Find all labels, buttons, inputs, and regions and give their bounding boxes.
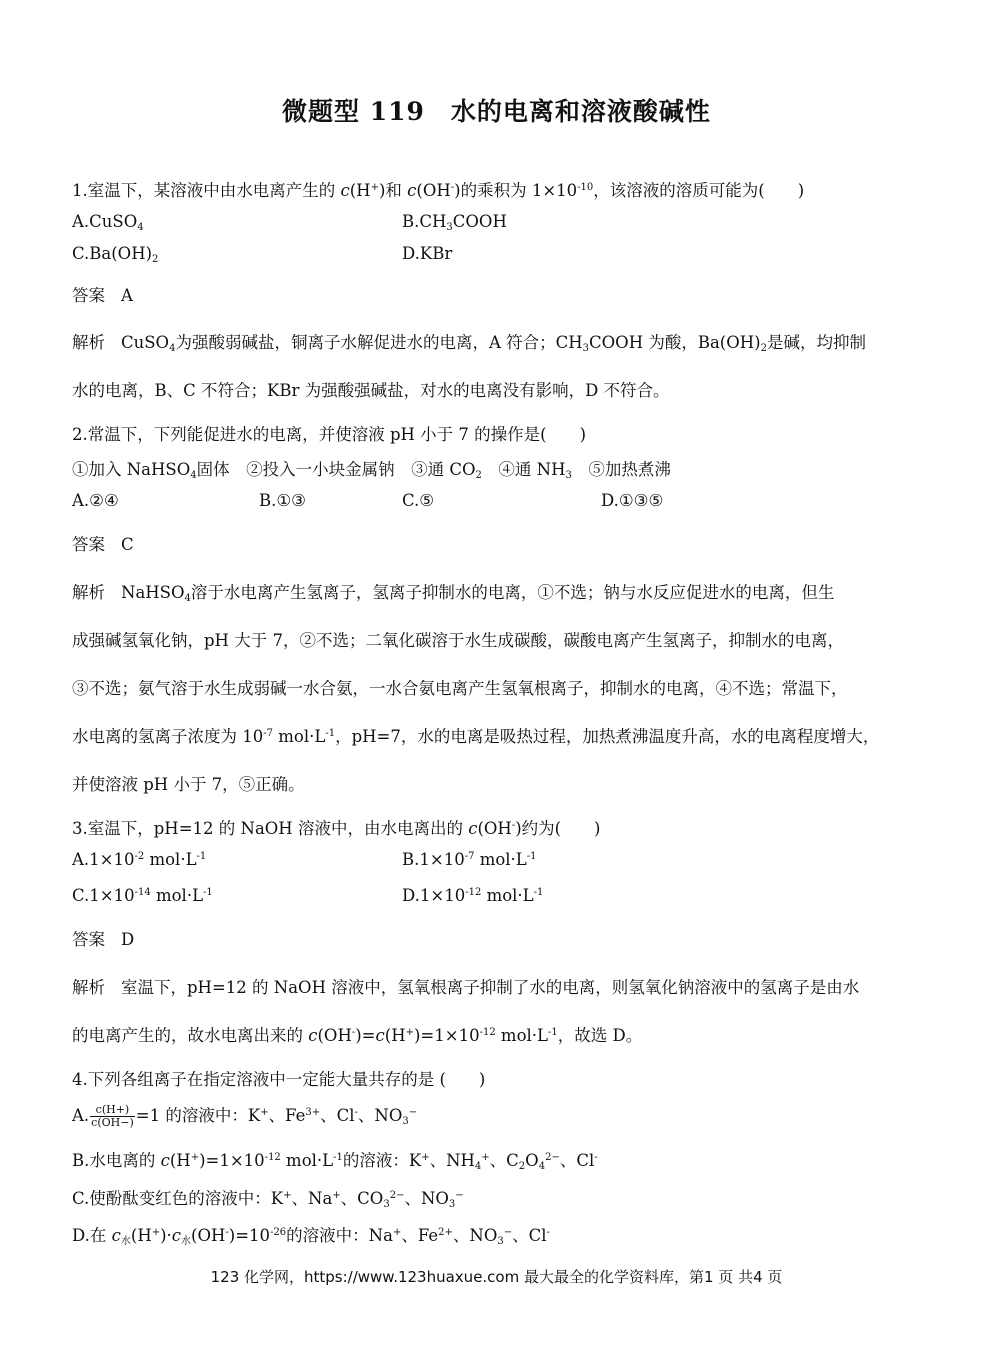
- q1-option-c: $C.Ba(OH)_2$: [72, 244, 159, 265]
- q2-option-c: C.⑤: [402, 491, 435, 510]
- q2-explanation-line-2: 成强碱氢氧化钠，pH 大于 7，②不选；二氧化碳溶于水生成碳酸，碳酸电离产生氢离子，抑制水的电离，: [72, 631, 844, 650]
- question-1-stem: 1.室温下，某溶液中由水电离产生的 c(H+)和 c(OH-)的乘积为 $1\times 10^{-10}$，该溶液的溶质可能为( ): [72, 181, 805, 200]
- q3-option-b: $B.1\times 10^{-7}$ $mol\cdot L^{-1}$: [402, 850, 537, 869]
- q1-option-d: D.KBr: [402, 244, 453, 263]
- q3-option-c: $C.1\times 10^{-14}$ $mol\cdot L^{-1}$: [72, 886, 213, 905]
- fraction: $\frac{c(H+)}{c(OH-)}$: [91, 1103, 134, 1129]
- question-4-stem: 4.下列各组离子在指定溶液中一定能大量共存的是 ( ): [72, 1070, 486, 1089]
- q1-explanation-line-2: 水的电离，B、C 不符合；KBr 为强酸强碱盐，对水的电离没有影响，D 不符合。: [72, 381, 670, 400]
- q4-option-c: C.使酚酞变红色的溶液中：K+、Na+、$CO_3^{2-}$、$NO_3^-$: [72, 1189, 464, 1210]
- q2-explanation-line-4: 水电离的氢离子浓度为 $10^{-7}$ $mol\cdot L^{-1}$，pH=7，水的电离是吸热过程，加热煮沸温度升高，水的电离程度增大，: [72, 727, 880, 746]
- q1-explanation-line-1: 解析 CuSO$_4$为强酸弱碱盐，铜离子水解促进水的电离，A 符合；$CH_3COOH$ 为酸，$Ba(OH)_2$是碱，均抑制: [72, 333, 866, 354]
- page-footer: 123 化学网，https://www.123huaxue.com 最大最全的化学资料库，第1 页 共4 页: [210, 1268, 783, 1286]
- q1-answer: 答案 A: [72, 286, 133, 305]
- q2-answer: 答案 C: [72, 535, 134, 554]
- q2-explanation-line-1: 解析 NaHSO$_4$溶于水电离产生氢离子，氢离子抑制水的电离，①不选；钠与水反应促进水的电离，但生: [72, 583, 835, 604]
- question-3-stem: 3.室温下，pH=12 的 NaOH 溶液中，由水电离出的 c(OH-)约为( ): [72, 819, 601, 838]
- q3-option-a: $A.1\times 10^{-2}$ $mol\cdot L^{-1}$: [72, 850, 207, 869]
- q2-option-a: A.②④: [72, 491, 119, 510]
- q3-explanation-line-1: 解析 室温下，pH=12 的 NaOH 溶液中，氢氧根离子抑制了水的电离，则氢氧化钠溶液中的氢离子是由水: [72, 978, 860, 997]
- q3-option-d: $D.1\times 10^{-12}$ $mol\cdot L^{-1}$: [402, 886, 544, 905]
- q2-option-b: B.①③: [259, 491, 306, 510]
- q4-option-d: D.在 $c_水(H^+)\cdot c_水(OH^-)=10^{-26}$的溶液中：Na+、$Fe^{2+}$、$NO_3^-$、Cl-: [72, 1226, 550, 1247]
- q2-operations: ①加入 NaHSO$_4$固体 ②投入一小块金属钠 ③通 $CO_2$ ④通 $NH_3$ ⑤加热煮沸: [72, 460, 671, 481]
- q3-explanation-line-2: 的电离产生的，故水电离出来的 $c(OH^-)=c(H^+)=1\times 10^{-12}$ $mol\cdot L^{-1}$，故选 D。: [72, 1026, 643, 1045]
- q4-option-a: A. $\frac{c(H+)}{c(OH-)}$ =1 的溶液中：K+、$Fe^{3+}$、Cl-、$NO_3^-$: [72, 1103, 418, 1129]
- q3-answer: 答案 D: [72, 930, 135, 949]
- q1-option-b: $B.CH_3COOH$: [402, 212, 507, 233]
- q2-explanation-line-5: 并使溶液 pH 小于 7，⑤正确。: [72, 775, 305, 794]
- page-title: 微题型 119 水的电离和溶液酸碱性: [282, 97, 711, 126]
- q4-option-b: B.水电离的 $c(H^+)=1\times 10^{-12}$ $mol\cdot L^{-1}$的溶液：K+、$NH_4^+$、$C_2O_4^{2-}$、Cl-: [72, 1151, 598, 1172]
- q1-option-a: A.CuSO$_4$: [72, 212, 144, 233]
- q2-option-d: D.①③⑤: [601, 491, 664, 510]
- question-2-stem: 2.常温下，下列能促进水的电离，并使溶液 pH 小于 7 的操作是( ): [72, 425, 587, 444]
- q2-explanation-line-3: ③不选；氨气溶于水生成弱碱一水合氨，一水合氨电离产生氢氧根离子，抑制水的电离，④不选；常温下，: [72, 679, 848, 698]
